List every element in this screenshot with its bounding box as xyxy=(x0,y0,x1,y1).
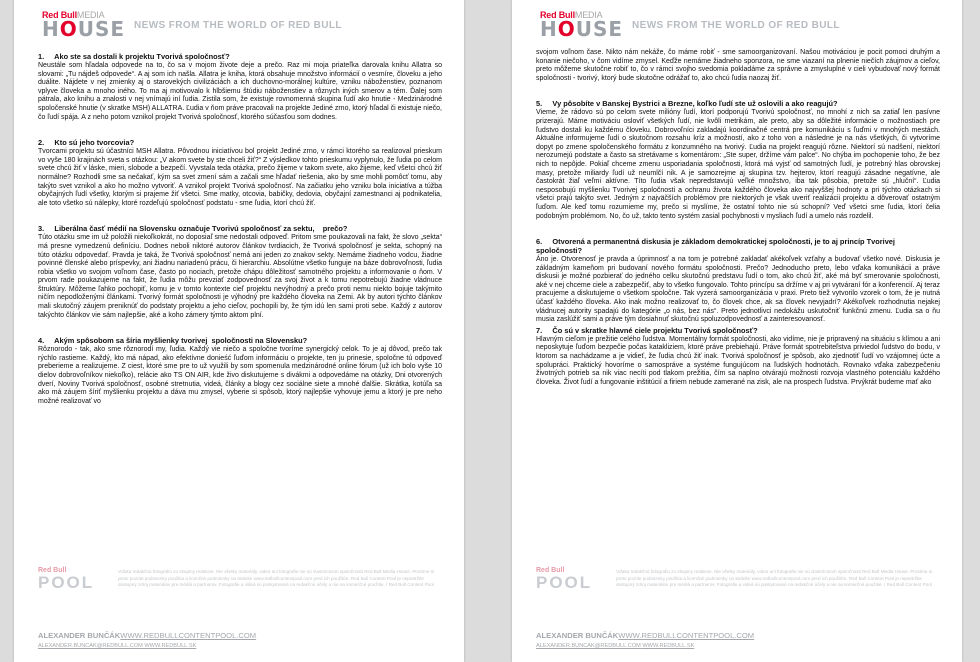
logo-house-o: O xyxy=(557,17,576,41)
author-line xyxy=(536,631,754,640)
red-bull-content-pool-logo xyxy=(38,567,114,597)
logo-media: MEDIA xyxy=(76,10,105,20)
page-body xyxy=(536,48,940,387)
logo-house-o: O xyxy=(59,17,78,41)
page-footer xyxy=(536,567,940,657)
logo-house-h: H xyxy=(540,17,558,41)
author-line xyxy=(38,631,256,640)
footer-disclaimer: Vďaka redakčnú fotografiu zo skupiny redakcie. Nie všetky materiály, video ani fotografie nie sú vlastníctvom spoločnosti Red Bull Media House. Prosíme si preto pozrite podmienky použitia a licenčné podmienky na stránke www.redbullcontentpool.com pred ich použitím. Red Bull Content Pool je nepretržite dostupný zdroj materiálov pre médiá a partnerov. Fotografie a videá sú poskytované na redakčné účely a nie na komerčné použitie. / Red Bull Content Pool xyxy=(118,569,435,588)
header-title: NEWS FROM THE WORLD OF RED BULL xyxy=(632,20,840,31)
content-pool-link[interactable]: WWW.REDBULLCONTENTPOOL.COM xyxy=(618,631,755,640)
logo-house-h: H xyxy=(42,17,60,41)
section-text: svojom voľnom čase. Nikto nám nekáže, čo máme robiť - sme samoorganizovaní. Našou motiváciou je pocit pomoci druhým a konanie niečoho, v čom vidíme zmysel. Keďže nemáme žiadneho sponzora, ne sme viazaní na plnenie niečích záujmov a cieľov, preto môžeme skutočne robiť to, čo v rámci svojho svedomia pokladáme za správne a zmysluplné v cieli vybudovať nový formát spoločnosti - tvorivý, ktorý bude skutočne odrážať to, ako chcú ľudia naozaj žiť. xyxy=(536,49,940,82)
section-heading: 3. Liberálna časť médií na Slovensku označuje Tvorivú spoločnosť za sektu, prečo? xyxy=(38,224,348,234)
email-line xyxy=(38,643,196,649)
red-bull-content-pool-logo xyxy=(536,567,612,597)
pool-red-bull: Red Bull xyxy=(536,567,565,574)
pool-word: POOL xyxy=(536,573,593,592)
author-email[interactable]: ALEXANDER.BUNCAK@REDBULL.COM xyxy=(536,643,641,649)
logo-house-rest: USE xyxy=(575,17,624,41)
page-header xyxy=(540,10,940,40)
section-heading: 5. Vy pôsobíte v Banskej Bystrici a Brezne, koľko ľudí ste už oslovili a ako reagujú? xyxy=(536,99,838,109)
red-bull-media-house-logo xyxy=(42,10,126,41)
document-page-1 xyxy=(14,0,464,662)
logo-house-rest: USE xyxy=(77,17,126,41)
redbull-sk-link[interactable]: WWW.REDBULL.SK xyxy=(144,643,197,649)
section-text: Túto otázku sme im už položili niekoľkokrát, no doposiaľ sme nedostali odpoveď. Pritom sme poukazovali na fakt, že slovo „sekta“ má presne vymedzenú definíciu. Dodnes neboli niktoré autorov článkov tvrdiacich, že Tvorivá spoločnosť je sekta, schopný na túto otázku odpovedať. Pravda je taká, že Tvorivá spoločnosť nemá ani jeden zo znakov sekty. Nemáme žiadneho vodcu, žiadne povinné členské alebo príspevky, ani žiadnu nariadenú prácu, či hierarchiu. Absolútne všetko funguje na báze dobrovoľnosti, ľudia robia všetko vo svojom voľnom čase, často po nociach, pretože chápu dôležitosť samotného projektu a informovanie o ňom. V prvom rade poukazujeme na fakt, že ľudia môžu prevziať zodpovednosť za svoj život a k tomu nepotrebujú žiadne vládnuce štruktúry. Môžeme ľahko pochopiť, komu je v tomto kontexte cieľ projektu nevýhodný a prečo proti nemu niekto bojuje takýmito ničím nepodloženými článkami. Tvorivý formát spoločnosti je výhodný pre každého človeka na Zemi. Ak by autori týchto článkov mali skutočný záujem preniknúť do podstaty projektu a jeho cieľov, pochopili by, že tým idú len sami proti sebe. Každý z autorov takýchto článkov vie sám najlepšie, aké a koho zámery týmto aktom plní. xyxy=(38,234,442,319)
section-text: Rôznorodo - tak, ako sme rôznorodí my, ľudia. Každý vie niečo a spoločne tvoríme synergický celok. To je aj dôvod, prečo tak rýchlo rastieme. Každý, kto má nápad, ako efektívne donieść ľuďom informáciu o projekte, ten ju prinesie, spoločne tú odpoveď preberieme a realizujeme. Z ciest, ktoré sme pre to už využili by som spomenula medzinárodné online fórum (už ich bolo vyše 10 dielov dobrovoľníkov niekoľko), relácie ako TS ON AIR, kde živo diskutujeme s divákmi a odpovedáme na otázky, Dni otvorených dverí, Noviny Tvorivá spoločnosť, osobné stretnutia, videá, články a blogy cez sociálne siete a mnohé ďalšie. Skrátka, kotúľa sa ako má záujem šíriť myšlienku projektu a dáva mu zmysel, vyberie si spôsob, ktorý najlepšie vyhovuje jemu a ktorý je pre neho možné realizovať vo xyxy=(38,346,442,405)
section-text: Hlavným cieľom je prežitie celého ľudstva. Momentálny formát spoločnosti, ako vidíme, nie je pripravený na situáciu s klímou a ani neposkytuje ľuďom bezpečie počas katakliziem, ktoré práve prebiehajú. Práve formát spotrebiteľstva priviedol ľudstvo do bodu, v ktorom sa nachádzame a je vidieť, že ľudia chcú žiť inak. Tvorivá spoločnosť je spôsob, ako zjednotiť ľudí vo vzájomnej úcte a spolupráci. Praktický hovoríme o samospráve a systéme fungujúcom na ľudských hodnotách. Rovnako vďaka zabezpečeniu životných potrieb sa nik viac necíti pod tlakom prežitia, čím sa naplno otvárajú možnosti rozvoja vlastného potenciálu každého človeka. Život ľudí a fungovanie inštitúcií a firiem nebude zamerané na zisk, ale na prospech ľudstva. Prvýkrát budeme mať ako xyxy=(536,335,940,386)
logo-media: MEDIA xyxy=(574,10,603,20)
page-footer xyxy=(38,567,442,657)
page-body xyxy=(38,48,442,406)
author-email[interactable]: ALEXANDER.BUNCAK@REDBULL.COM xyxy=(38,643,143,649)
pool-word: POOL xyxy=(38,573,95,592)
section-heading: 7. Čo sú v skratke hlavné ciele projektu Tvorivá spoločnosť? xyxy=(536,325,758,335)
redbull-sk-link[interactable]: WWW.REDBULL.SK xyxy=(642,643,695,649)
section-heading: 2. Kto sú jeho tvorcovia? xyxy=(38,138,135,148)
pool-red-bull: Red Bull xyxy=(38,567,67,574)
document-page-2 xyxy=(512,0,962,662)
email-line xyxy=(536,643,694,649)
section-heading: 4. Akým spôsobom sa šíria myšlienky tvorivej spoločnosti na Slovensku? xyxy=(38,336,308,346)
section-text: Neustále som hľadala odpovede na to, čo sa v mojom živote deje a prečo. Raz mi moja priateľka darovala knihu Allatra so slovami: „Tu nájdeš odpovede“. A aj som ich našla. Allatra je kniha, ktorá obsahuje množstvo informácií o vesmíre, človeku a jeho duálite. Nájdete v nej zmienky aj o starovekých civilizáciách a ich duchovno-morálnej kultúre, vzniku náboženstiev, poznanom vplyve človeka a mnoho iného. To ma aj motivovalo k hlbšiemu štúdiu náboženstiev a rôznych iných smerov a tém. Ďalej som pátrala, ako knihu a znalosti v nej vnímajú iní ľudia. Zistila som, že existuje rovnomenná skupina ľudí ako hnutie - Medzinárodné spoločenské hnutie (v skratke MSH) ALLATRA. Ľudia v ňom práve pracovali na projekte Jediné zrno, ktorý hľadal či existuje niečo, čo ľudí spája. A z neho potom vznikol projekt Tvorivá spoločnosť, ktorého súčasťou som dodnes. xyxy=(38,62,442,121)
logo-red-bull: Red Bull xyxy=(540,10,575,20)
header-title: NEWS FROM THE WORLD OF RED BULL xyxy=(134,20,342,31)
footer-disclaimer: Vďaka redakčnú fotografiu zo skupiny redakcie. Nie všetky materiály, video ani fotografie nie sú vlastníctvom spoločnosti Red Bull Media House. Prosíme si preto pozrite podmienky použitia a licenčné podmienky na stránke www.redbullcontentpool.com pred ich použitím. Red Bull Content Pool je nepretržite dostupný zdroj materiálov pre médiá a partnerov. Fotografie a videá sú poskytované na redakčné účely a nie na komerčné použitie. / Red Bull Content Pool xyxy=(616,569,933,588)
section-text: Áno je. Otvorenosť je pravda a úprimnosť a na tom je potrebné zakladať akékoľvek vzťahy a budovať všetko nové. Diskusia je základným kameňom pri budovaní nového formátu spoločnosti. Prečo? Jednoducho preto, lebo vďaka komunikácii a práve diskusii je možné pozbierať do jedného celku skutočnú predstavu ľudí o tom, ako chcú žiť, aké má byť smerovanie spoločnosti, aké v nej chceme ciele a zabezpečiť, aby to všetko fungovalo. Tohto princípu sa držíme v aj pri vytváraní fór a konferencií. Aj teraz pracujeme a diskutujeme o všetkom spoločne. Tak vyzerá samoorganizácia v praxi. Preto tiež vytvorilo vzorek o tom, že je nutná účasť každého človeka. Ako inak možno realizovať to, čo človek chce, ak sa človek nevyjadrí? Akékoľvek rozhodnutia nejakej vládnucej autority spadajú do kategórie „o nás, bez nás“. Preto jednotlivci nedokážu uskutočniť funkčnú zmenu. Ľudia sa o ňu musia zaslúžiť sami a práve tým dosiahnuť skutočnú spoluzodpovednosť a zainteresovanosť. xyxy=(536,256,940,324)
logo-red-bull: Red Bull xyxy=(42,10,77,20)
page-header xyxy=(42,10,442,40)
author-name: ALEXANDER BUNČÁK xyxy=(536,631,619,640)
section-text: Tvorcami projektu sú účastníci MSH Allatra. Pôvodnou iniciatívou bol projekt Jediné zrno, v rámci ktorého sa realizoval prieskum vo vyše 180 krajinách sveta s otázkou: „V akom svete by ste chceli žiť?“ Z výsledkov tohto prieskumu vyplynulo, že ľudia po celom svete chcú žiť v láske, mieri, slobode a bezpečí. Vyvstala teda otázka, prečo žijeme v takom svete, ako žijeme, keď všetci chcú žiť normálne? Rozhodli sme sa nečakať, kým sa svet zmení sám a začali sme hľadať riešenia, ako by sme mohli pomôcť tomu, aby takýto svet vznikol a ako ho možno vytvoriť. A vznikol projekt Tvorivá spoločnosť. Na začiatku jeho vzniku bola iniciatíva a túžba obyčajných ľudí všetky, ktorým si prajeme žiť všetci. Sme matky, otcovia, babičky, dedovia, obyčajní zamestnanci aj podnikatelia, ale toto všetko sú nálepky, ktoré rozdeľujú spoločnosť podstatu - sme ľudia, ktorí chcú žiť. xyxy=(38,148,442,207)
content-pool-link[interactable]: WWW.REDBULLCONTENTPOOL.COM xyxy=(120,631,257,640)
author-name: ALEXANDER BUNČÁK xyxy=(38,631,121,640)
section-heading: 1. Ako ste sa dostali k projektu Tvorivá spoločnosť? xyxy=(38,52,230,61)
section-heading: 6. Otvorená a permanentná diskusia je základom demokratickej spoločnosti, je to aj princíp Tvorivej spoločnosti? xyxy=(536,237,895,256)
red-bull-media-house-logo xyxy=(540,10,624,41)
section-text: Vieme, že rádovo sú po celom svete milióny ľudí, ktorí podporujú Tvorivú spoločnosť, no mnohí z nich sa zatiaľ len pasívne prizerajú. Máme motiváciu osloviť všetkých ľudí, nie kvôli metrikám, ale preto, aby sa dôležité informácie o možnostiach pre ľudstvo dostali ku každému človeku. Dobrovoľníci zakladajú koordinačné centrá pre komunikáciu s ľuďmi v mnohých mestách. Aktuálne informujeme ľudí o skutočnom rozsahu kríz a možností, ako z toho von a následne je na nás všetkých, či vytvoríme dopyt po zmene spoločenského formátu z konzumného na tvorivý. Ľudia na projekt reagujú rôzne. Niektorí sú nadšení, niektorí nerozumejú podstate a často sa stretávame s komentárom: „Ste super, držíme vám palce“. No chýba im pochopenie toho, že bez nich to nepôjde. Pokiaľ chceme zmenu usporiadania spoločnosti, ktorá má vyjsť od samotných ľudí, je potrebný hlas obrovskej masy, pretože miliardy ľudí už neumlčí nik. A je samozrejme aj skupina tzv. hejterov, ktorí reagujú zásadne negatívne, ale častokrát žiaľ veľmi aktívne. Títo ľudia však nepredstavujú veľké množstvo, iba tak pôsobia, pretože sú „hluční“. Ľudia nesposobujú myšlienku Tvorivej spoločnosti a ochranu života každého človeka ako najvyššej hodnoty a pri týchto otázkach si všetci prajú takýto svet. Jedným z najväčších problémov pre niektorých je však uveriť realizácii projektu a dôverovať ostatným ľuďom. Ale keď tomu rozumieme my, prečo si myslíme, že ostatní tohto nie sú schopní? Veď všetci sme ľudia, ktorí čelia podobným problémom. No, čo už, takto tento systém zasial pochybnosti v mysliach ľudí a umelo nás rozdelil. xyxy=(536,109,940,220)
